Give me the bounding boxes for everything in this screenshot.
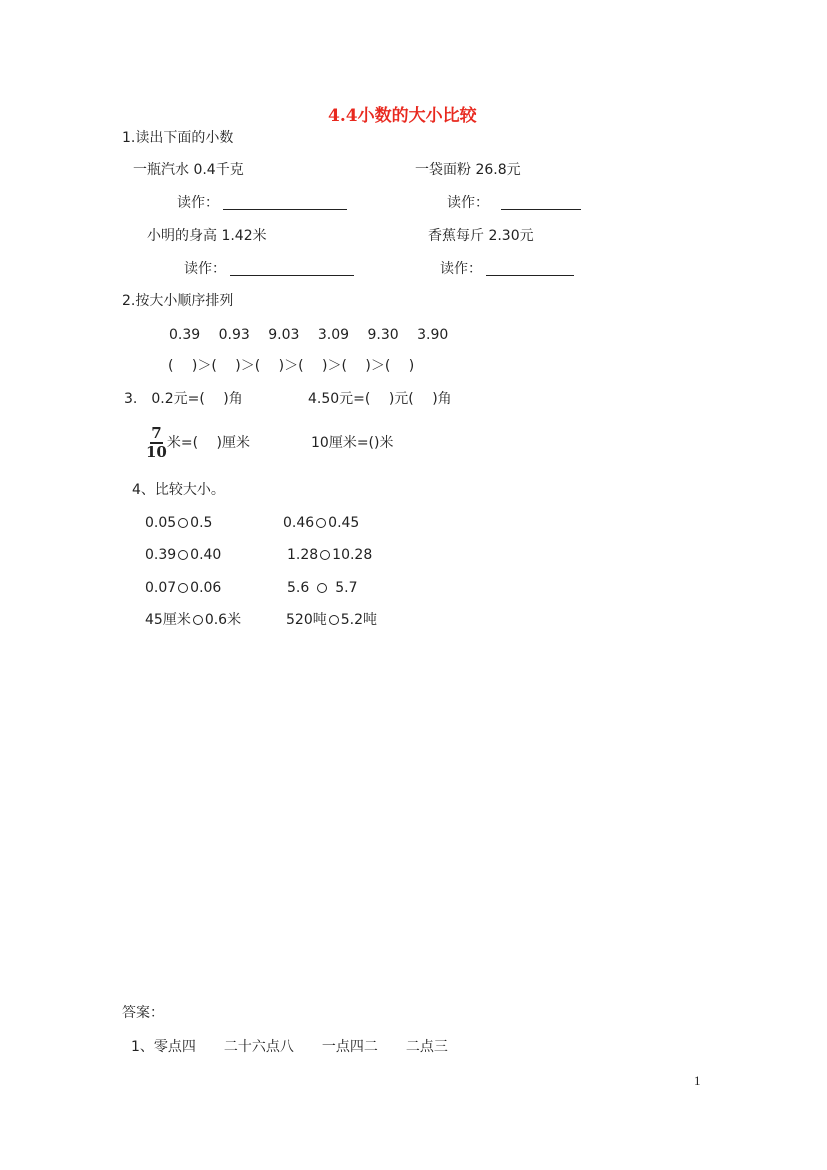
- q2-numbers: 0.39 0.93 9.03 3.09 9.30 3.90: [169, 327, 449, 343]
- q3-item-4: 10厘米=()米: [311, 435, 394, 451]
- compare-item: [145, 613, 241, 627]
- page-number: 1: [694, 1073, 701, 1088]
- fraction-denominator: 10: [146, 443, 167, 461]
- q1-answer-4: [440, 261, 574, 276]
- compare-right: 5.2吨: [340, 612, 377, 628]
- q1-item-4: 香蕉每斤 2.30元: [428, 228, 534, 244]
- answers-heading: 答案：: [122, 1005, 164, 1021]
- compare-circle[interactable]: [316, 518, 326, 528]
- q1-item-2: 一袋面粉 26.8元: [415, 162, 521, 178]
- compare-left: 0.39: [145, 547, 177, 563]
- compare-circle[interactable]: [193, 615, 203, 625]
- compare-left: 520吨: [286, 612, 327, 628]
- read-label: 读作：: [177, 195, 219, 211]
- q1-answer-3: [184, 261, 354, 276]
- q3-item-2: 4.50元=( )元( )角: [308, 391, 452, 407]
- q3-item-3: [146, 426, 250, 460]
- compare-circle[interactable]: [320, 550, 330, 560]
- q3-item-3-text: 米=( )厘米: [166, 435, 250, 451]
- compare-item: [145, 581, 221, 595]
- compare-left: 0.05: [145, 515, 177, 531]
- answer-blank[interactable]: [230, 261, 354, 276]
- compare-circle[interactable]: [178, 583, 188, 593]
- read-label: 读作：: [184, 261, 226, 277]
- q1-answer-1: [177, 195, 347, 210]
- compare-left: 0.07: [145, 580, 177, 596]
- answers-line-1: 1、零点四 二十六点八 一点四二 二点三: [131, 1039, 448, 1055]
- q2-heading: 2.按大小顺序排列: [122, 293, 234, 309]
- read-label: 读作：: [447, 195, 489, 211]
- answer-blank[interactable]: [501, 195, 581, 210]
- q4-heading: 4、比较大小。: [132, 482, 225, 498]
- compare-left: 5.6: [287, 580, 310, 596]
- answer-blank[interactable]: [223, 195, 347, 210]
- q1-heading: 1.读出下面的小数: [122, 130, 234, 146]
- q1-item-1: 一瓶汽水 0.4千克: [133, 162, 244, 178]
- compare-right: 0.40: [190, 547, 222, 563]
- compare-left: 45厘米: [145, 612, 191, 628]
- fraction: [146, 426, 167, 460]
- read-label: 读作：: [440, 261, 482, 277]
- compare-right: 0.45: [328, 515, 360, 531]
- q3-item-1: 3. 0.2元=( )角: [124, 391, 243, 407]
- fraction-numerator: 7: [151, 424, 162, 442]
- compare-item: [287, 581, 358, 595]
- q1-answer-2: [447, 195, 581, 210]
- compare-left: 1.28: [287, 547, 319, 563]
- compare-right: 10.28: [332, 547, 373, 563]
- compare-circle[interactable]: [178, 550, 188, 560]
- compare-item: [283, 516, 359, 530]
- compare-circle[interactable]: [329, 615, 339, 625]
- compare-item: [145, 516, 212, 530]
- q2-blanks: ( )＞( )＞( )＞( )＞( )＞( ): [168, 358, 415, 374]
- compare-circle[interactable]: [317, 583, 327, 593]
- page-title: 4.4小数的大小比较: [328, 106, 477, 126]
- compare-item: [287, 548, 372, 562]
- compare-right: 0.6米: [204, 612, 242, 628]
- answer-blank[interactable]: [486, 261, 574, 276]
- compare-left: 0.46: [283, 515, 315, 531]
- q1-item-3: 小明的身高 1.42米: [147, 228, 267, 244]
- compare-item: [145, 548, 221, 562]
- compare-right: 0.5: [190, 515, 213, 531]
- compare-right: 5.7: [335, 580, 358, 596]
- compare-circle[interactable]: [178, 518, 188, 528]
- compare-item: [286, 613, 377, 627]
- compare-right: 0.06: [190, 580, 222, 596]
